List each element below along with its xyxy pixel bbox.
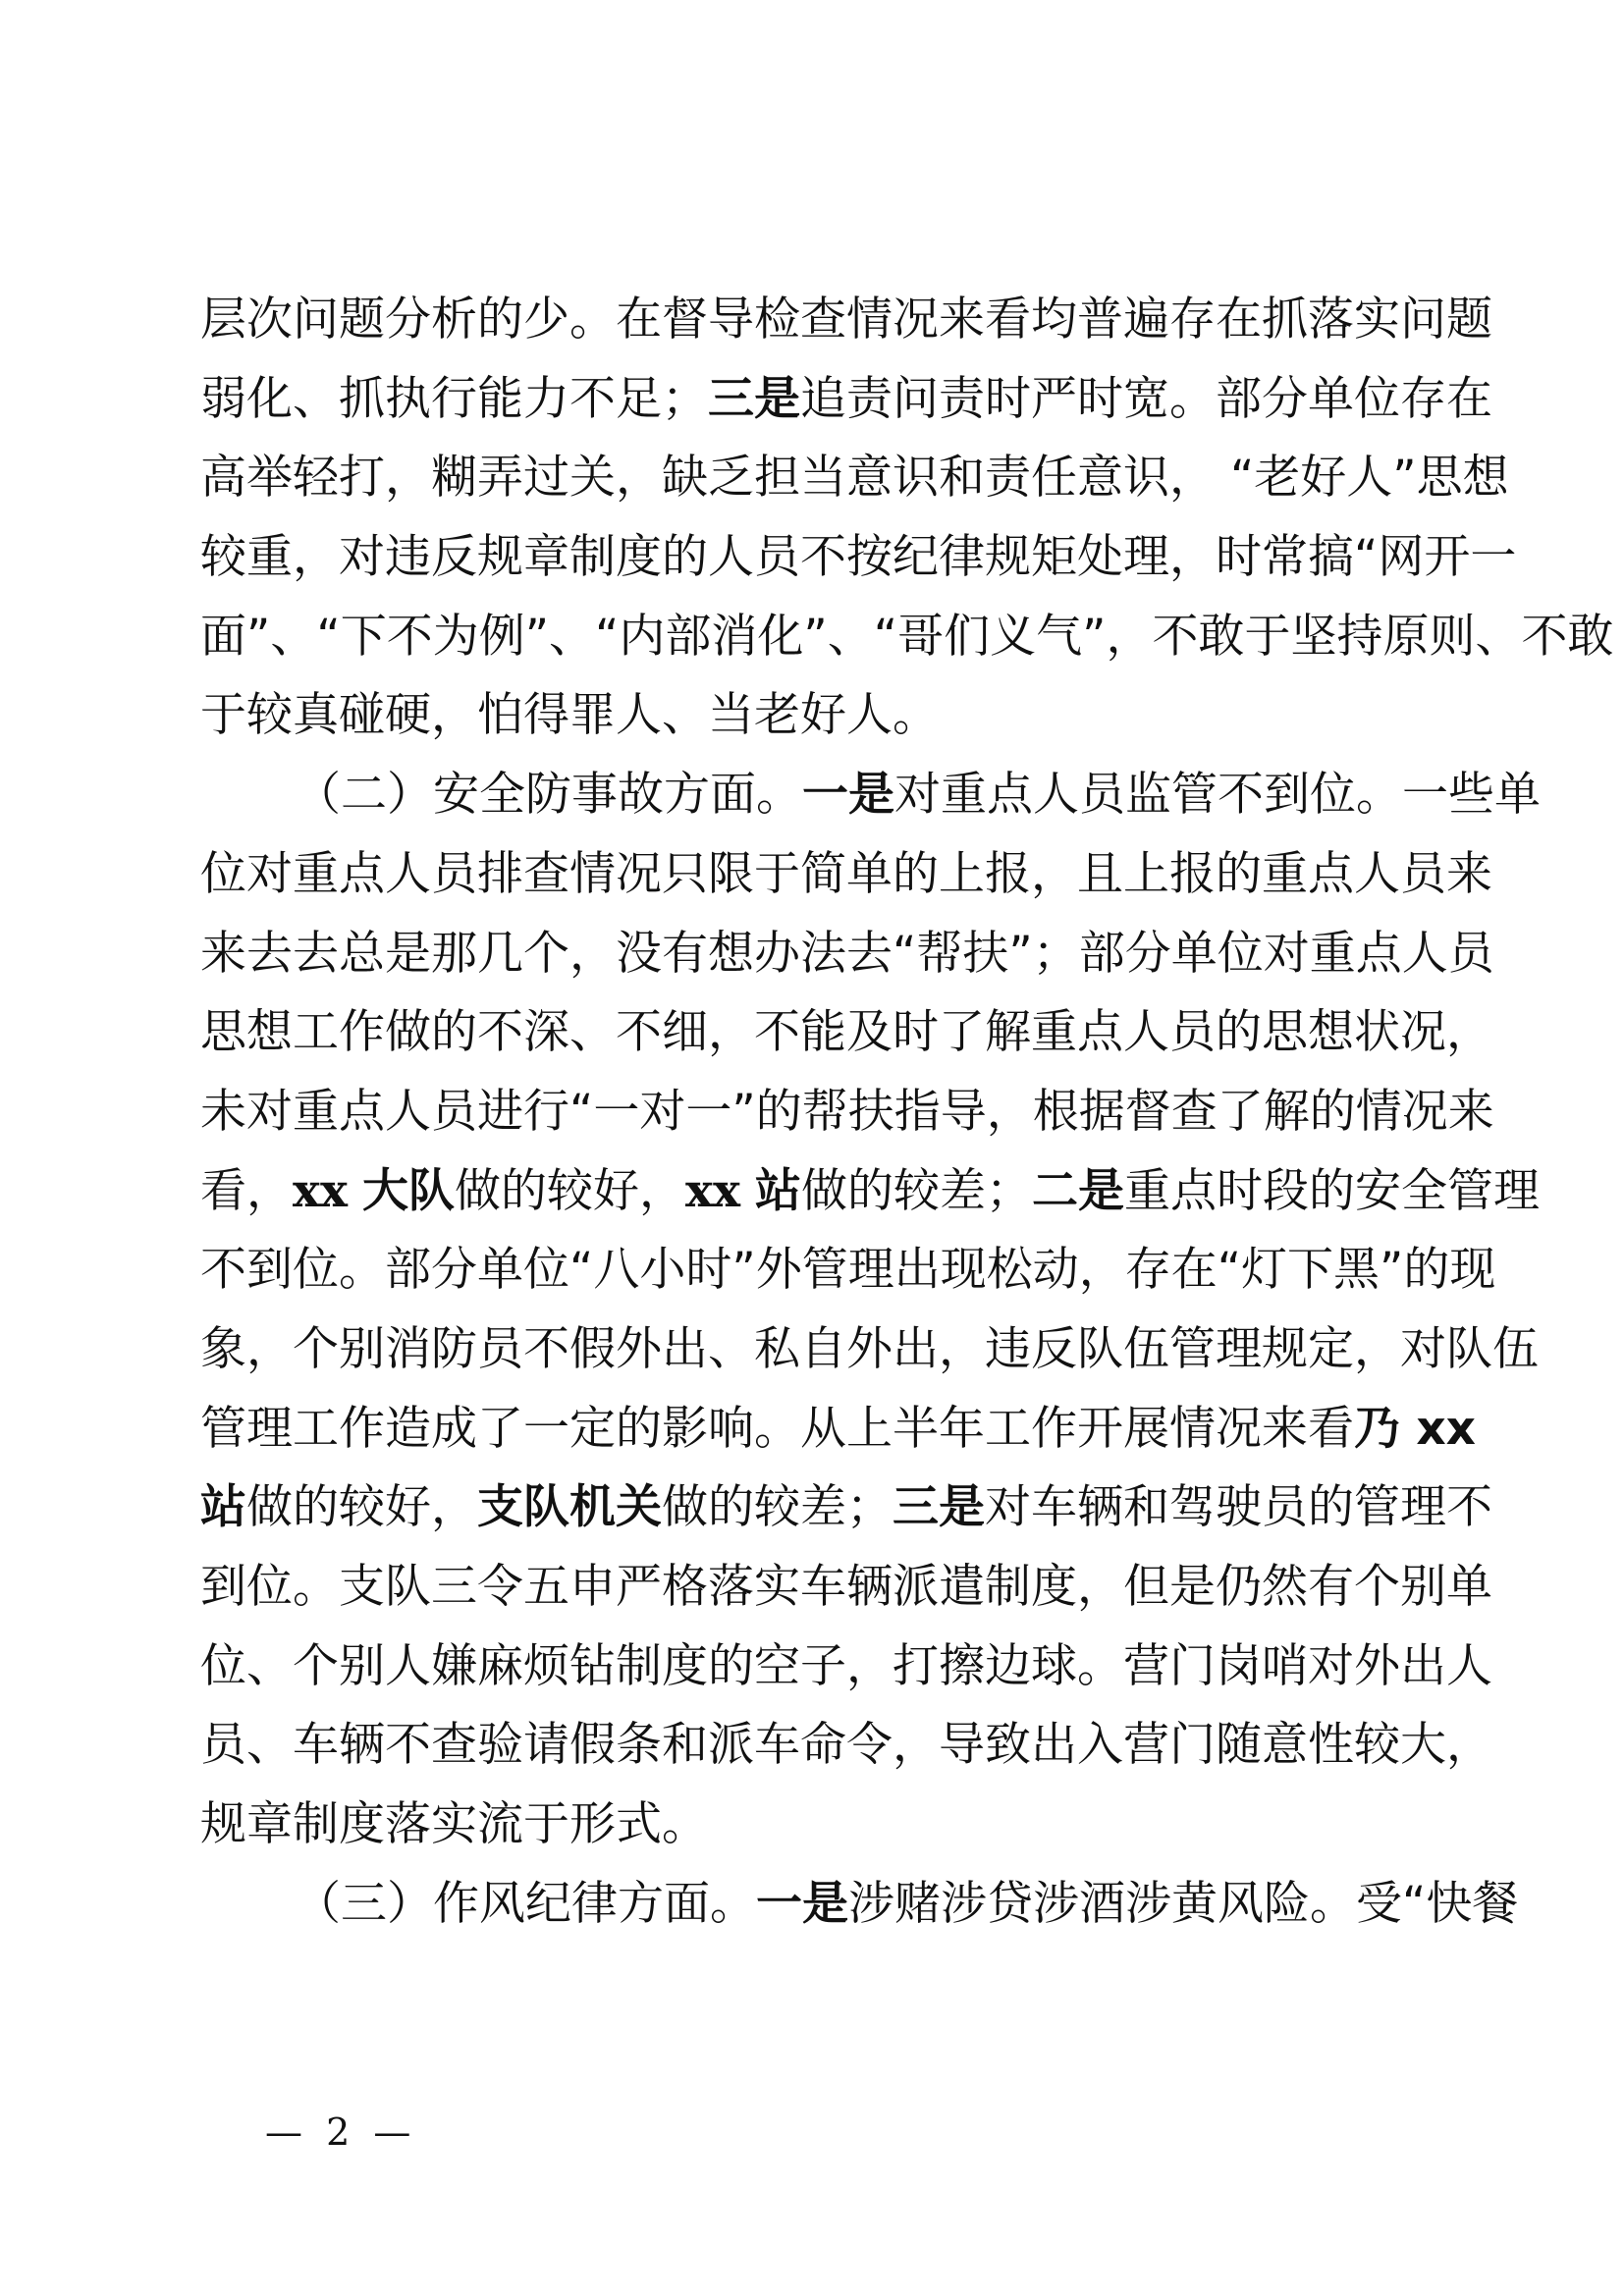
text-line: 不到位。部分单位“八小时”外管理出现松动，存在“灯下黑”的现 bbox=[200, 1243, 1496, 1298]
text-line: 位、个别人嫌麻烦钻制度的空子，打擦边球。营门岗哨对外出人 bbox=[200, 1638, 1492, 1693]
text-line: 看，xx 大队做的较好，xx 站做的较差；二是重点时段的安全管理 bbox=[200, 1163, 1540, 1218]
text-line: 来去去总是那几个，没有想办法去“帮扶”；部分单位对重点人员 bbox=[200, 926, 1494, 981]
text-line: 于较真碰硬，怕得罪人、当老好人。 bbox=[200, 688, 939, 743]
text-line: 位对重点人员排查情况只限于简单的上报，且上报的重点人员来 bbox=[200, 846, 1492, 901]
text-line: 员、车辆不查验请假条和派车命令，导致出入营门随意性较大， bbox=[200, 1718, 1492, 1773]
text-line: 高举轻打，糊弄过关，缺乏担当意识和责任意识， “老好人”思想 bbox=[200, 451, 1509, 506]
text-line: 层次问题分析的少。在督导检查情况来看均普遍存在抓落实问题 bbox=[200, 293, 1492, 347]
text-line: 较重，对违反规章制度的人员不按纪律规矩处理，时常搞“网开一 bbox=[200, 530, 1517, 585]
text-line: 站做的较好，支队机关做的较差；三是对车辆和驾驶员的管理不 bbox=[200, 1480, 1492, 1535]
text-line: 管理工作造成了一定的影响。从上半年工作开展情况来看乃 xx bbox=[200, 1401, 1476, 1456]
page-number: — 2 — bbox=[265, 2110, 417, 2154]
text-line: 未对重点人员进行“一对一”的帮扶指导，根据督查了解的情况来 bbox=[200, 1084, 1494, 1139]
text-line: 面”、“下不为例”、“内部消化”、“哥们义气”，不敢于坚持原则、不敢 bbox=[200, 609, 1614, 664]
text-line: 规章制度落实流于形式。 bbox=[200, 1797, 708, 1852]
paragraph-heading-line: （三）作风纪律方面。一是涉赌涉贷涉酒涉黄风险。受“快餐 bbox=[295, 1876, 1519, 1931]
text-line: 到位。支队三令五申严格落实车辆派遣制度，但是仍然有个别单 bbox=[200, 1560, 1492, 1614]
text-line: 思想工作做的不深、不细，不能及时了解重点人员的思想状况， bbox=[200, 1005, 1492, 1060]
paragraph-heading-line: （二）安全防事故方面。一是对重点人员监管不到位。一些单 bbox=[295, 768, 1541, 823]
document-body bbox=[200, 281, 1614, 1944]
text-line: 象，个别消防员不假外出、私自外出，违反队伍管理规定，对队伍 bbox=[200, 1321, 1539, 1376]
text-line: 弱化、抓执行能力不足；三是追责问责时严时宽。部分单位存在 bbox=[200, 371, 1492, 426]
